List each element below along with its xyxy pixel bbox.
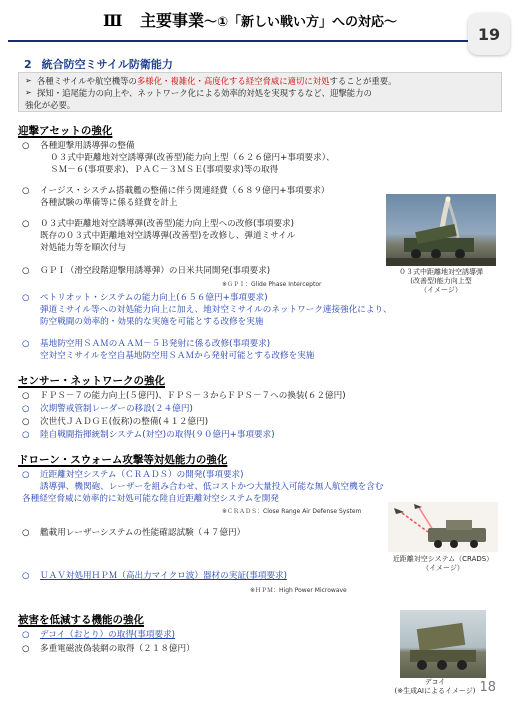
note-crads: ※ＣＲＡＤＳ：Close Range Air Defense System: [222, 508, 362, 515]
missile-launcher-photo: [386, 194, 496, 266]
decoy-photo: [400, 610, 486, 678]
summary-line-2: ➢ 探知・追尾能力の向上や、ネットワーク化による効率的対処を実現するなど、迎撃能力の: [25, 87, 495, 99]
caption-decoy: デコイ (※生成AIによるイメージ): [394, 678, 476, 695]
missile-launcher-illustration: [386, 194, 496, 266]
caption-crads: 近距離対空システム（CRADS） （イメージ）: [392, 555, 494, 572]
page-title: [60, 8, 440, 31]
crads-vehicle-graphic: [388, 502, 498, 552]
group-title-sensor: センサー・ネットワークの強化: [18, 375, 165, 387]
title-divider: [8, 40, 468, 42]
document-page: Ⅲ 主要事業～①「新しい戦い方」への対応～ 19 2 統合防空ミサイル防衛能力 ➢ 各種ミサイルや航空機等の多様化・複雑化・高度化する経空脅威に適切に対処することが重要。 ➢ 探知・追尾能力の向上や、ネットワーク化による効率的対処を実現するなど、迎撃能力の 強化が必要。 迎撃アセットの強化 ○ 各種迎撃用誘導弾の整備 ０３式中距離地対空誘導弾(改善型)能力向上型（６２６億円+事項要求）、 ＳＭ－６(事項要求)、ＰＡＣ－３ＭＳＥ(事項要求)等の取得 ○ イージス・システム搭載艦の整備に伴う関連経費（６８９億円+事項要求） 各種試験の準備等に係る経費を計上 ○ ０３式中距離地対空誘導弾(改善型)能力向上型への改修(事項要求) 既存の０３式中距離地対空誘導弾(改善型)を改修し、弾道ミサイル 対処能力等を順次付与 ○ ＧＰＩ（滑空段階迎撃用誘導弾）の日米共同開発(事項要求) ※ＧＰＩ：Glide Phase Interceptor ○ ペトリオット・システムの能力向上(６５６億円+事項要求) 弾道ミサイル等への対処能力向上に加え、地対空ミサイルのネットワーク連接強化により、 防空戦闘の効率的・効果的な実施を可能とする改修を実施 ○ 基地防空用ＳＡＭのＡＡＭ－５Ｂ発射に係る改修(事項要求) 空対空ミサイルを空自基地防空用ＳＡＭから発射可能とする改修を実施 ０３式中距離地対空誘導弾 (改善型)能力向上型 （イメージ） センサー・ネットワークの強化 ○ ＦＰＳ－７の能力向上(５億円)、ＦＰＳ－３からＦＰＳ－７への換装(６２億円) ○ 次期警戒管制レーダーの移設(２４億円) ○ 次世代ＪＡＤＧＥ(仮称)の整備(４１２億円) ○ 陸自戦闘指揮統制システム(対空)の取得(９０億円+事項要求) ドローン・スウォーム攻撃等対処能力の強化 ○ 近距離対空システム（ＣＲＡＤＳ）の開発(事項要求) 誘導弾、機関砲、レーザーを組み合わせ、低コストかつ大量投入可能な無人航空機を含む 各種経空脅威に効率的に対処可能な陸自近距離対空システムを開発 ※ＣＲＡＤＳ：Close Range Air Defense System ○ 艦載用レーザーシステムの性能確認試験（４７億円） ○ ＵＡＶ対処用ＨＰＭ（高出力マイクロ波）器材の実証(事項要求) ※ＨＰＭ：High Power Microwave 近距離対空システム（CRADS） （イメージ） 被害を低減する機能の強化 ○ デコイ（おとり）の取得(事項要求) ○ 多重電磁波偽装網の取得（２１８億円） デコイ (※生成AIによるイメージ) 18: [0, 0, 518, 707]
section-number: 2: [24, 58, 32, 71]
summary-line-2-cont: 強化が必要。: [25, 100, 76, 110]
summary-highlight: 多様化・複雑化・高度化する経空脅威に適切に対処: [136, 76, 330, 86]
group-title-drone: ドローン・スウォーム攻撃等対処能力の強化: [18, 454, 228, 466]
decoy-launcher-graphic: [400, 610, 486, 678]
page-badge: 19: [468, 13, 510, 55]
title-sub: ～①「新しい戦い方」への対応～: [204, 15, 398, 30]
footer-page-number: 18: [479, 680, 496, 695]
note-gpi: ※ＧＰＩ：Glide Phase Interceptor: [222, 281, 322, 288]
caption-missile: ０３式中距離地対空誘導弾 (改善型)能力向上型 （イメージ）: [399, 268, 483, 294]
crads-illustration: [388, 502, 498, 552]
summary-line-1: ➢ 各種ミサイルや航空機等の多様化・複雑化・高度化する経空脅威に適切に対処することが重要。: [25, 75, 495, 87]
note-hpm: ※ＨＰＭ：High Power Microwave: [250, 587, 347, 594]
section-title: 統合防空ミサイル防衛能力: [41, 58, 173, 71]
section-heading: [24, 56, 183, 72]
group-title-intercept: 迎撃アセットの強化: [18, 125, 113, 137]
summary-box: [18, 72, 502, 112]
group-title-damage: 被害を低減する機能の強化: [18, 614, 144, 626]
title-main: 主要事業: [140, 11, 205, 30]
chapter-numeral: Ⅲ: [102, 11, 123, 30]
